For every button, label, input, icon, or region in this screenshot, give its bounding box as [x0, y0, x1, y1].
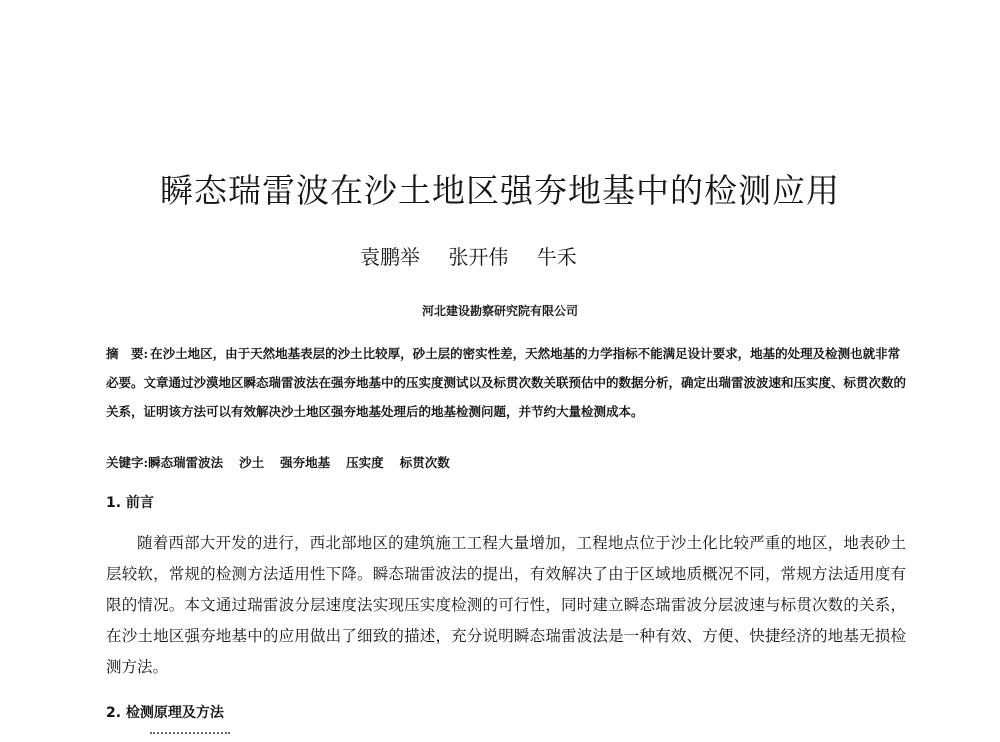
abstract	[106, 339, 906, 426]
author-name: 张开伟	[448, 245, 509, 269]
keywords-label: 关键字:	[106, 455, 149, 470]
keyword: 强夯地基	[280, 455, 331, 470]
section-heading-introduction: 1. 前言	[106, 495, 154, 511]
cropped-text-fragment	[150, 732, 230, 740]
keyword: 沙土	[239, 455, 265, 470]
section-heading-methods: 2. 检测原理及方法	[106, 705, 224, 721]
abstract-label: 摘 要:	[106, 346, 149, 361]
keyword: 压实度	[346, 455, 384, 470]
author-list	[360, 241, 660, 270]
author-name: 袁鹏举	[360, 245, 420, 269]
introduction-paragraph: 随着西部大开发的进行，西北部地区的建筑施工工程大量增加，工程地点位于沙土化比较严重的地区，地表砂土层较软，常规的检测方法适用性下降。瞬态瑞雷波法的提出，有效解决了由于区域地质概况不同，常规方法适用度有限的情况。本文通过瑞雷波分层速度法实现压实度检测的可行性，同时建立瞬态瑞雷波分层波速与标贯次数的关系，在沙土地区强夯地基中的应用做出了细致的描述，充分说明瞬态瑞雷波法是一种有效、方便、快捷经济的地基无损检测方法。	[106, 534, 906, 676]
affiliation: 河北建设勘察研究院有限公司	[421, 304, 578, 318]
abstract-text: 在沙土地区，由于天然地基表层的沙土比较厚，砂土层的密实性差，天然地基的力学指标不能满足设计要求，地基的处理及检测也就非常必要。文章通过沙漠地区瞬态瑞雷波法在强夯地基中的压实度测试以及标贯次数关联预估中的数据分析，确定出瑞雷波波速和压实度、标贯次数的关系，证明该方法可以有效解决沙土地区强夯地基处理后的地基检测问题，并节约大量检测成本。	[106, 346, 907, 419]
author-name: 牛禾	[536, 245, 577, 269]
paper-title: 瞬态瑞雷波在沙土地区强夯地基中的检测应用	[160, 171, 840, 210]
keywords	[106, 453, 906, 471]
keyword: 标贯次数	[399, 455, 450, 470]
keyword: 瞬态瑞雷波法	[148, 455, 224, 470]
